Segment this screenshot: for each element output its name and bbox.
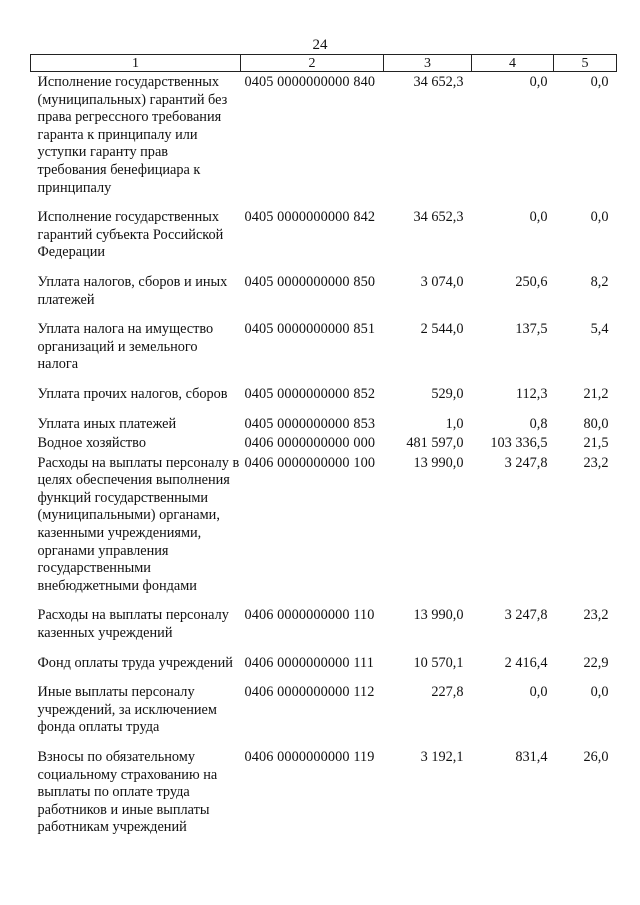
- row-name: Уплата налогов, сборов и иных платежей: [37, 273, 228, 308]
- row-value-3: 529,0: [431, 385, 464, 402]
- row-code: 0406 0000000000 100: [244, 454, 376, 471]
- column-header-2: 2: [241, 55, 384, 72]
- row-value-5: 5,4: [590, 321, 609, 338]
- row-value-3: 2 544,0: [420, 321, 464, 338]
- row-value-5: 26,0: [583, 749, 609, 765]
- row-name: Уплата налога на имущество организаций и земельного налога: [37, 321, 214, 373]
- row-name: Иные выплаты персоналу учреждений, за исключением фонда оплаты труда: [37, 684, 217, 736]
- row-value-3: 3 074,0: [420, 273, 464, 290]
- row-value-3: 13 990,0: [413, 454, 464, 471]
- row-value-4: 3 247,8: [504, 607, 548, 624]
- row-code: 0405 0000000000 850: [244, 273, 376, 290]
- row-name: Водное хозяйство: [37, 435, 146, 452]
- row-value-5: 23,2: [583, 607, 609, 624]
- table-row: [31, 433, 617, 453]
- table-row: [31, 319, 617, 384]
- row-value-5: 21,2: [583, 385, 609, 402]
- row-value-4: 0,0: [529, 684, 548, 701]
- row-value-3: 481 597,0: [406, 435, 464, 452]
- table-row: [31, 653, 617, 683]
- row-value-5: 0,0: [590, 684, 609, 701]
- page-number: 24: [312, 37, 328, 53]
- row-value-4: 831,4: [515, 749, 548, 765]
- row-code: 0406 0000000000 112: [244, 684, 375, 701]
- column-header-1: 1: [31, 55, 241, 72]
- row-name: Уплата иных платежей: [37, 415, 177, 432]
- row-value-5: 80,0: [583, 415, 609, 432]
- table-row: [31, 747, 617, 837]
- row-name: Уплата прочих налогов, сборов: [37, 385, 228, 402]
- row-value-4: 250,6: [515, 273, 548, 290]
- column-header-4: 4: [472, 55, 554, 72]
- table-row: [31, 453, 617, 606]
- row-code: 0405 0000000000 853: [244, 415, 376, 432]
- row-code: 0406 0000000000 111: [244, 654, 375, 671]
- row-value-3: 1,0: [445, 415, 464, 432]
- row-value-3: 34 652,3: [413, 74, 464, 90]
- table-row: [31, 414, 617, 434]
- row-name: Исполнение государственных (муниципальных) гарантий без права регрессного требования гаранта к принципалу или уступки гаранту прав требования бенефициара к принципалу: [37, 74, 228, 196]
- row-value-3: 3 192,1: [420, 749, 464, 765]
- header-row: [31, 55, 617, 72]
- row-value-3: 10 570,1: [413, 654, 464, 671]
- budget-table: [30, 54, 617, 837]
- table-row: [31, 384, 617, 414]
- table-row: [31, 605, 617, 652]
- row-value-5: 8,2: [590, 273, 609, 290]
- row-value-5: 22,9: [583, 654, 609, 671]
- row-value-4: 103 336,5: [490, 435, 548, 452]
- row-value-3: 13 990,0: [413, 607, 464, 624]
- row-value-3: 227,8: [431, 684, 464, 701]
- row-name: Расходы на выплаты персоналу в целях обеспечения выполнения функций государственными (муниципальными) органами, казенными учреждениями, органами управления государственными внебюджетными фондами: [37, 454, 240, 594]
- table-row: [31, 72, 617, 208]
- row-code: 0406 0000000000 110: [244, 607, 375, 624]
- row-code: 0406 0000000000 119: [244, 749, 375, 765]
- row-value-5: 0,0: [590, 74, 609, 90]
- row-code: 0405 0000000000 851: [244, 321, 376, 338]
- row-value-4: 3 247,8: [504, 454, 548, 471]
- row-value-5: 0,0: [590, 209, 609, 226]
- table-row: [31, 682, 617, 747]
- column-header-3: 3: [384, 55, 472, 72]
- row-name: Фонд оплаты труда учреждений: [37, 654, 233, 671]
- row-code: 0405 0000000000 842: [244, 209, 376, 226]
- row-value-5: 23,2: [583, 454, 609, 471]
- row-name: Взносы по обязательному социальному страхованию на выплаты по оплате труда работников и иные выплаты работникам учреждений: [37, 749, 218, 836]
- row-value-4: 112,3: [515, 385, 548, 402]
- row-value-4: 0,0: [529, 74, 548, 90]
- row-value-4: 0,8: [529, 415, 548, 432]
- row-value-4: 2 416,4: [504, 654, 548, 671]
- column-header-5: 5: [554, 55, 617, 72]
- row-code: 0405 0000000000 840: [244, 74, 376, 90]
- table-row: [31, 272, 617, 319]
- row-value-4: 0,0: [529, 209, 548, 226]
- row-value-5: 21,5: [583, 435, 609, 452]
- row-value-3: 34 652,3: [413, 209, 464, 226]
- row-value-4: 137,5: [515, 321, 548, 338]
- row-code: 0406 0000000000 000: [244, 435, 376, 452]
- row-name: Расходы на выплаты персоналу казенных учреждений: [37, 607, 229, 642]
- row-name: Исполнение государственных гарантий субъекта Российской Федерации: [37, 209, 224, 261]
- row-code: 0405 0000000000 852: [244, 385, 376, 402]
- table-row: [31, 207, 617, 272]
